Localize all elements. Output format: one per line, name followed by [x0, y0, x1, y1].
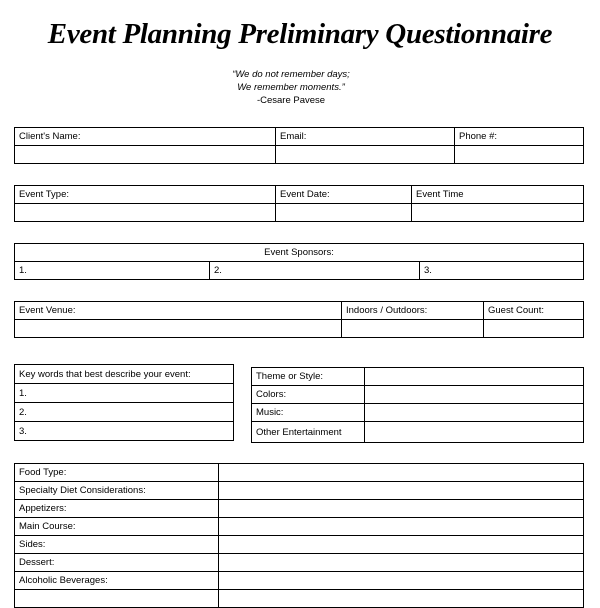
style-table [251, 367, 584, 443]
food-row-label: Dessert: [15, 554, 219, 572]
theme-field[interactable] [365, 368, 584, 386]
theme-label: Theme or Style: [252, 368, 365, 386]
food-table [14, 463, 584, 608]
event-date-label: Event Date: [276, 186, 412, 204]
keyword-field-3[interactable]: 3. [15, 422, 234, 441]
sponsors-header: Event Sponsors: [15, 244, 584, 262]
sponsor-field-2[interactable]: 2. [210, 262, 420, 280]
food-row-label: Specialty Diet Considerations: [15, 482, 219, 500]
indoors-outdoors-label: Indoors / Outdoors: [342, 302, 484, 320]
quote-line-1: “We do not remember days; [232, 69, 350, 80]
venue-label: Event Venue: [15, 302, 342, 320]
food-row-label: Sides: [15, 536, 219, 554]
email-field[interactable] [276, 146, 455, 164]
client-name-label: Client's Name: [15, 128, 276, 146]
food-row-field[interactable] [219, 482, 584, 500]
quote-author: -Cesare Pavese [256, 95, 326, 106]
guest-count-label: Guest Count: [484, 302, 584, 320]
entertainment-field[interactable] [365, 422, 584, 443]
phone-field[interactable] [455, 146, 584, 164]
indoors-outdoors-field[interactable] [342, 320, 484, 338]
keyword-field-1[interactable]: 1. [15, 384, 234, 403]
keywords-header: Key words that best describe your event: [15, 365, 234, 384]
food-row-label: Food Type: [15, 464, 219, 482]
event-info-table [14, 185, 584, 222]
event-date-field[interactable] [276, 204, 412, 222]
food-row-field[interactable] [219, 554, 584, 572]
event-time-label: Event Time [412, 186, 584, 204]
client-info-table [14, 127, 584, 164]
food-row [15, 482, 584, 500]
food-row-label: Appetizers: [15, 500, 219, 518]
food-row [15, 554, 584, 572]
food-row [15, 500, 584, 518]
food-row [15, 518, 584, 536]
food-row-label [15, 590, 219, 608]
sponsor-field-1[interactable]: 1. [15, 262, 210, 280]
document-title: Event Planning Preliminary Questionnaire [47, 18, 553, 50]
food-row [15, 536, 584, 554]
food-row-field[interactable] [219, 590, 584, 608]
music-label: Music: [252, 404, 365, 422]
food-row [15, 464, 584, 482]
food-row [15, 590, 584, 608]
venue-table [14, 301, 584, 338]
food-row-field[interactable] [219, 500, 584, 518]
food-row-label: Main Course: [15, 518, 219, 536]
food-row-field[interactable] [219, 572, 584, 590]
colors-label: Colors: [252, 386, 365, 404]
sponsors-table [14, 243, 584, 280]
keyword-field-2[interactable]: 2. [15, 403, 234, 422]
sponsor-field-3[interactable]: 3. [420, 262, 584, 280]
entertainment-label: Other Entertainment [252, 422, 365, 443]
client-name-field[interactable] [15, 146, 276, 164]
venue-field[interactable] [15, 320, 342, 338]
food-row-label: Alcoholic Beverages: [15, 572, 219, 590]
epigraph [0, 68, 582, 107]
phone-label: Phone #: [455, 128, 584, 146]
email-label: Email: [276, 128, 455, 146]
keywords-table [14, 364, 234, 441]
quote-line-2: We remember moments.” [237, 82, 345, 93]
food-row-field[interactable] [219, 518, 584, 536]
guest-count-field[interactable] [484, 320, 584, 338]
event-type-field[interactable] [15, 204, 276, 222]
food-row-field[interactable] [219, 464, 584, 482]
event-type-label: Event Type: [15, 186, 276, 204]
food-row-field[interactable] [219, 536, 584, 554]
event-time-field[interactable] [412, 204, 584, 222]
music-field[interactable] [365, 404, 584, 422]
colors-field[interactable] [365, 386, 584, 404]
food-row [15, 572, 584, 590]
